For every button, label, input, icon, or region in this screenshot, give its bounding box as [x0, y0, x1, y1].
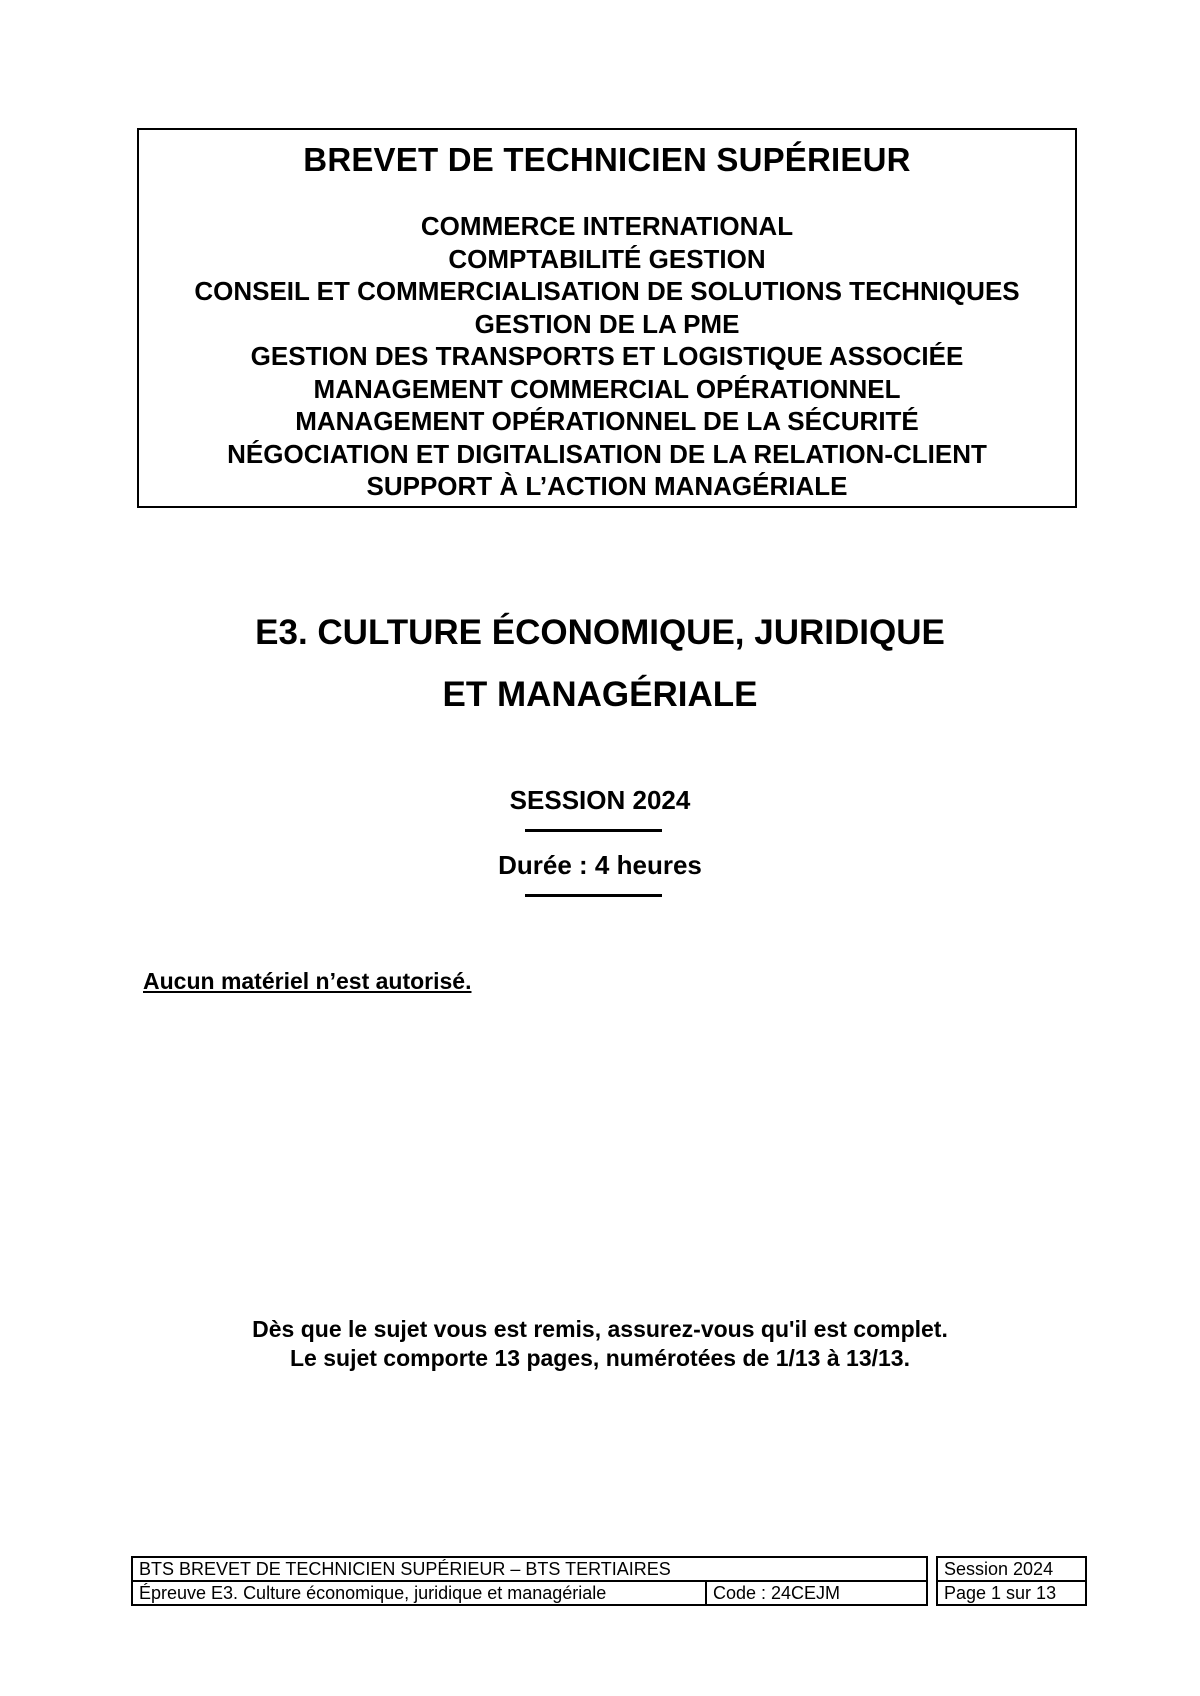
specialty-item: MANAGEMENT OPÉRATIONNEL DE LA SÉCURITÉ: [295, 406, 919, 436]
specialty-item: MANAGEMENT COMMERCIAL OPÉRATIONNEL: [313, 373, 901, 404]
instructions: [0, 1315, 1200, 1373]
footer-row: [132, 1581, 1086, 1605]
session-label: SESSION 2024: [509, 785, 691, 815]
duration-label: Durée : 4 heures: [498, 850, 702, 880]
footer-bts-title: BTS BREVET DE TECHNICIEN SUPÉRIEUR – BTS TERTIAIRES: [132, 1557, 927, 1581]
footer-session: Session 2024: [937, 1557, 1086, 1581]
exam-title-line1: E3. CULTURE ÉCONOMIQUE, JURIDIQUE: [255, 613, 945, 652]
footer-page-number: Page 1 sur 13: [937, 1581, 1086, 1605]
specialty-item: SUPPORT À L’ACTION MANAGÉRIALE: [366, 471, 848, 501]
header-box: [137, 128, 1077, 508]
exam-title-line2: ET MANAGÉRIALE: [442, 675, 758, 714]
session-divider: [525, 829, 662, 832]
footer-code: Code : 24CEJM: [706, 1581, 927, 1605]
instruction-line: Le sujet comporte 13 pages, numérotées de 1/13 à 13/13.: [290, 1345, 910, 1371]
footer-epreuve: Épreuve E3. Culture économique, juridique et managériale: [132, 1581, 706, 1605]
specialty-item: GESTION DE LA PME: [474, 308, 740, 339]
specialty-item: COMPTABILITÉ GESTION: [448, 243, 766, 274]
specialty-item: COMMERCE INTERNATIONAL: [420, 211, 794, 241]
material-notice: Aucun matériel n’est autorisé.: [143, 968, 472, 994]
instruction-line: Dès que le sujet vous est remis, assurez-vous qu'il est complet.: [252, 1316, 948, 1342]
main-title: BREVET DE TECHNICIEN SUPÉRIEUR: [303, 141, 911, 178]
specialty-item: NÉGOCIATION ET DIGITALISATION DE LA RELATION-CLIENT: [227, 438, 987, 469]
footer-row: [132, 1557, 1086, 1581]
duration-divider: [525, 894, 662, 897]
specialty-item: CONSEIL ET COMMERCIALISATION DE SOLUTIONS TECHNIQUES: [194, 276, 1020, 306]
specialty-list: [139, 210, 1075, 503]
footer-table: [131, 1556, 1087, 1606]
specialty-item: GESTION DES TRANSPORTS ET LOGISTIQUE ASSOCIÉE: [250, 341, 964, 371]
